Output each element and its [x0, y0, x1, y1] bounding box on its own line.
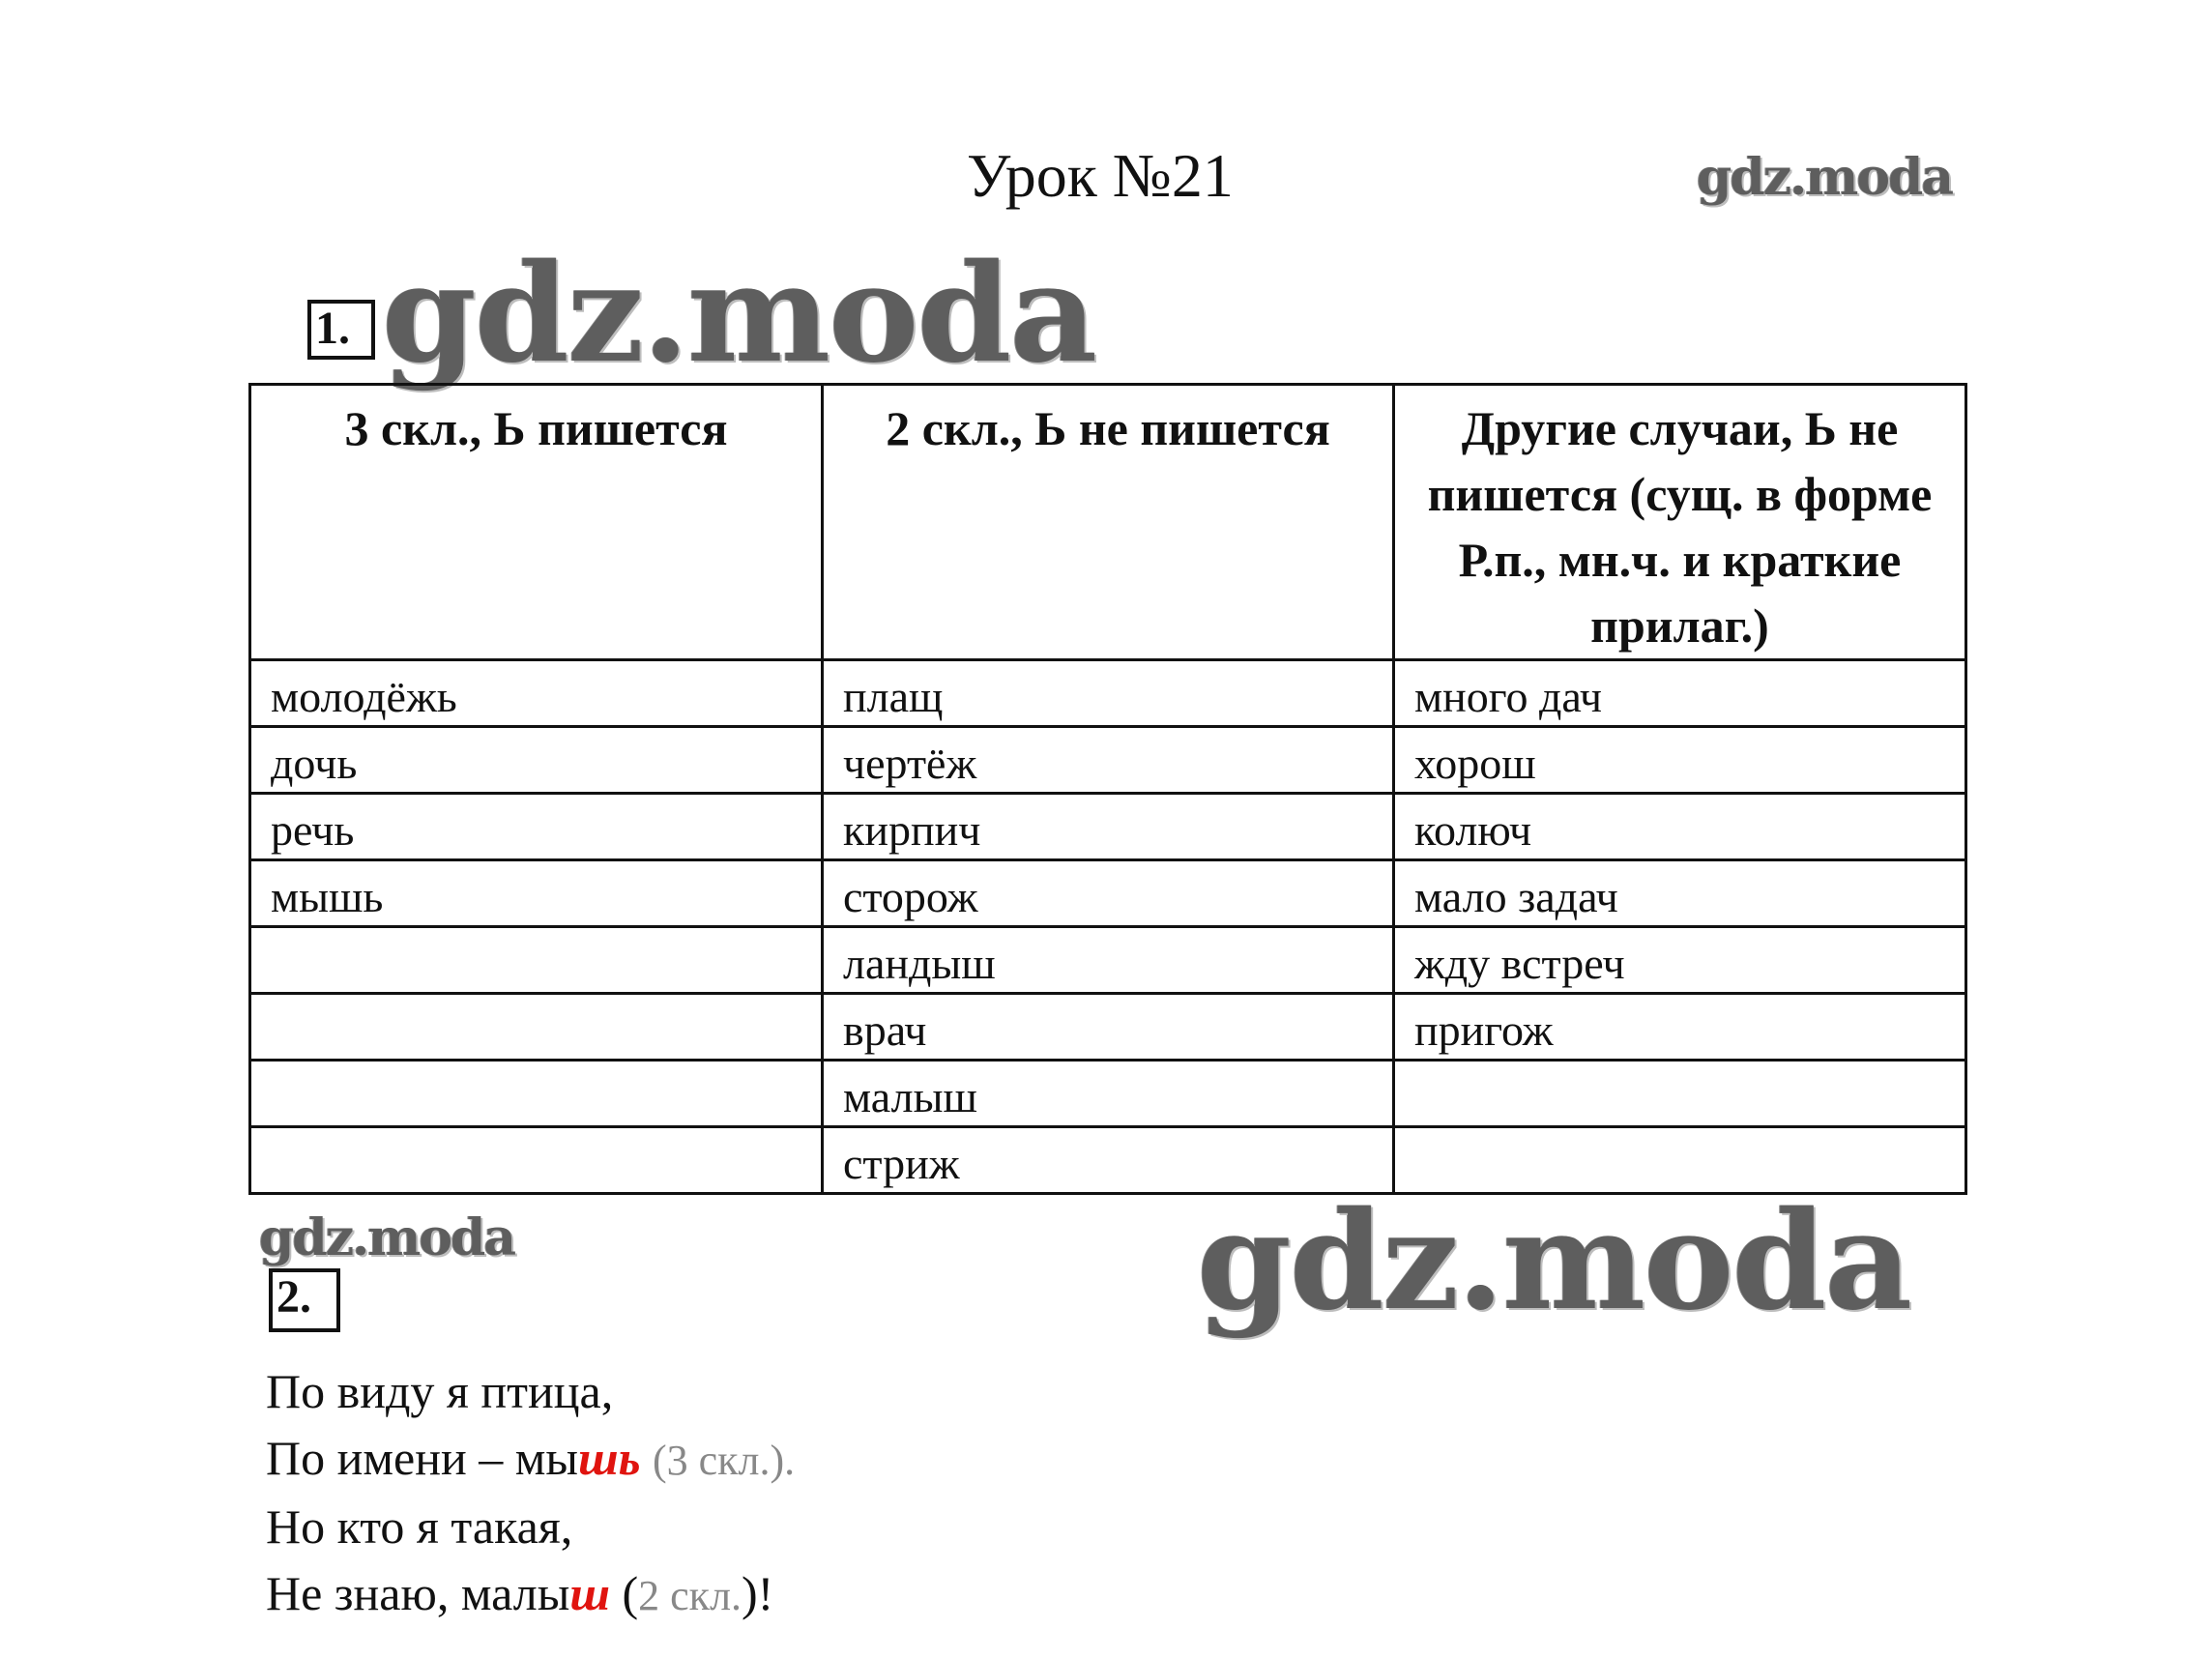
poem-line-1: По виду я птица,: [266, 1364, 614, 1418]
table-cell: стриж: [823, 1127, 1394, 1194]
table-cell: пригож: [1394, 994, 1966, 1061]
table-cell: малыш: [823, 1061, 1394, 1127]
header-2-decl: 2 скл., Ь не пишется: [823, 385, 1394, 660]
poem-line-2-note: (3 скл.): [652, 1437, 785, 1484]
table-cell: ландыш: [823, 927, 1394, 994]
riddle-poem: [266, 1358, 795, 1629]
page-title: Урок №21: [967, 141, 1234, 210]
table-header-row: [250, 385, 1966, 660]
watermark-top: gdz.moda: [1697, 148, 1953, 207]
watermark-middle: gdz.moda: [259, 1208, 515, 1267]
task-2-number: 2.: [269, 1268, 340, 1332]
table-row: [250, 794, 1966, 860]
table-cell: [250, 1061, 823, 1127]
poem-line-4-end: )!: [742, 1566, 774, 1620]
poem-line-2-start: По имени – мы: [266, 1431, 578, 1485]
table-cell: [250, 1127, 823, 1194]
table-row: [250, 860, 1966, 927]
poem-line-4: [266, 1560, 795, 1629]
table-row: [250, 927, 1966, 994]
table-cell: [1394, 1061, 1966, 1127]
poem-line-2-highlight: шь: [577, 1431, 641, 1485]
watermark-large-1: gdz.moda: [382, 235, 1096, 393]
table-row: [250, 660, 1966, 727]
declension-table: [248, 383, 1967, 1195]
table-cell: жду встреч: [1394, 927, 1966, 994]
poem-line-4-note: 2 скл.: [638, 1572, 742, 1619]
table-row: [250, 994, 1966, 1061]
table-cell: хорош: [1394, 727, 1966, 794]
watermark-large-2: gdz.moda: [1197, 1182, 1911, 1341]
table-cell: кирпич: [823, 794, 1394, 860]
table-row: [250, 1061, 1966, 1127]
poem-line-3: Но кто я такая,: [266, 1499, 573, 1554]
table-row: [250, 727, 1966, 794]
table-cell: чертёж: [823, 727, 1394, 794]
poem-line-2: [266, 1425, 795, 1494]
table-cell: молодёжь: [250, 660, 823, 727]
table-cell: [250, 994, 823, 1061]
table-cell: врач: [823, 994, 1394, 1061]
poem-line-4-open: (: [622, 1566, 639, 1620]
header-other: Другие случаи, Ь не пишется (сущ. в форме Р.п., мн.ч. и краткие прилаг.): [1394, 385, 1966, 660]
table-cell: плащ: [823, 660, 1394, 727]
poem-line-4-start: Не знаю, малы: [266, 1566, 570, 1620]
table-cell: [1394, 1127, 1966, 1194]
table-cell: много дач: [1394, 660, 1966, 727]
table-cell: колюч: [1394, 794, 1966, 860]
task-1-number: 1.: [307, 300, 375, 360]
header-3-decl: 3 скл., Ь пишется: [250, 385, 823, 660]
table-row: [250, 1127, 1966, 1194]
poem-line-2-end: .: [784, 1437, 796, 1484]
table-cell: сторож: [823, 860, 1394, 927]
poem-line-4-highlight: ш: [569, 1566, 610, 1620]
table-cell: мало задач: [1394, 860, 1966, 927]
table-cell: мышь: [250, 860, 823, 927]
table-cell: [250, 927, 823, 994]
table-cell: речь: [250, 794, 823, 860]
table-cell: дочь: [250, 727, 823, 794]
